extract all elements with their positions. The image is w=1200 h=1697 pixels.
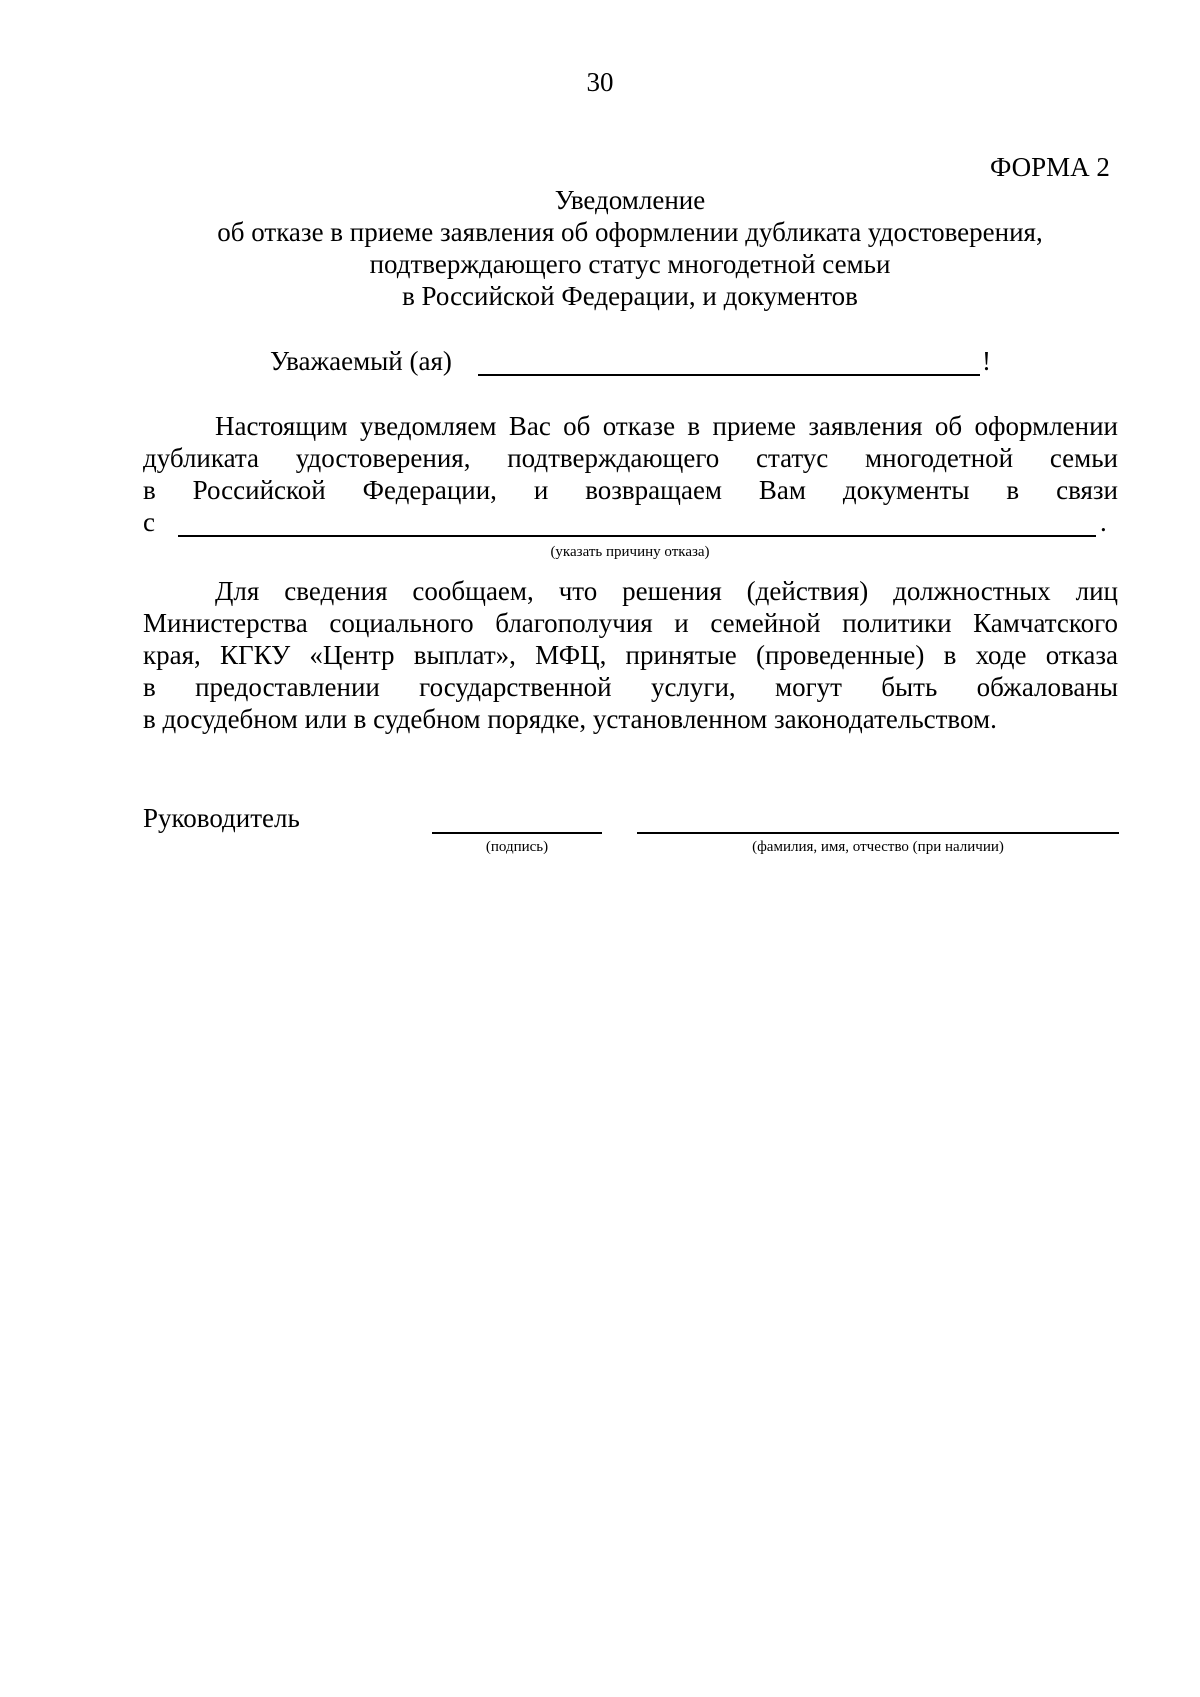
reason-hint: (указать причину отказа) <box>550 544 710 560</box>
addressee-blank-line <box>478 374 980 376</box>
paragraph1-line-3: в Российской Федерации, и возвращаем Вам документы в связи <box>143 475 1118 505</box>
paragraph2-line-3: края, КГКУ «Центр выплат», МФЦ, принятые (проведенные) в ходе отказа <box>143 640 1118 670</box>
notice-subtitle-line-3: в Российской Федерации, и документов <box>402 281 858 311</box>
paragraph1-line-4-prefix: с <box>143 507 155 537</box>
greeting-label: Уважаемый (ая) <box>270 346 452 376</box>
fullname-hint: (фамилия, имя, отчество (при наличии) <box>752 839 1004 855</box>
signature-blank-line <box>432 832 602 834</box>
notice-title: Уведомление <box>554 185 706 215</box>
paragraph1-line-4-period: . <box>1100 507 1107 537</box>
page-number: 30 <box>586 67 614 97</box>
signature-hint: (подпись) <box>485 839 549 855</box>
paragraph2-line-2: Министерства социального благополучия и семейной политики Камчатского <box>143 608 1118 638</box>
notice-subtitle-line-1: об отказе в приеме заявления об оформлении дубликата удостоверения, <box>217 217 1043 247</box>
paragraph1-line-1: Настоящим уведомляем Вас об отказе в приеме заявления об оформлении <box>215 411 1118 441</box>
reason-blank-line <box>178 535 1096 537</box>
greeting-exclamation: ! <box>982 346 991 376</box>
paragraph2-line-1: Для сведения сообщаем, что решения (действия) должностных лиц <box>215 576 1118 606</box>
signature-role: Руководитель <box>143 803 300 833</box>
paragraph2-line-5: в досудебном или в судебном порядке, установленном законодательством. <box>143 704 997 734</box>
fullname-blank-line <box>637 832 1119 834</box>
paragraph1-line-2: дубликата удостоверения, подтверждающего статус многодетной семьи <box>143 443 1118 473</box>
paragraph2-line-4: в предоставлении государственной услуги, могут быть обжалованы <box>143 672 1118 702</box>
notice-subtitle-line-2: подтверждающего статус многодетной семьи <box>369 249 891 279</box>
form-label: ФОРМА 2 <box>990 152 1110 182</box>
